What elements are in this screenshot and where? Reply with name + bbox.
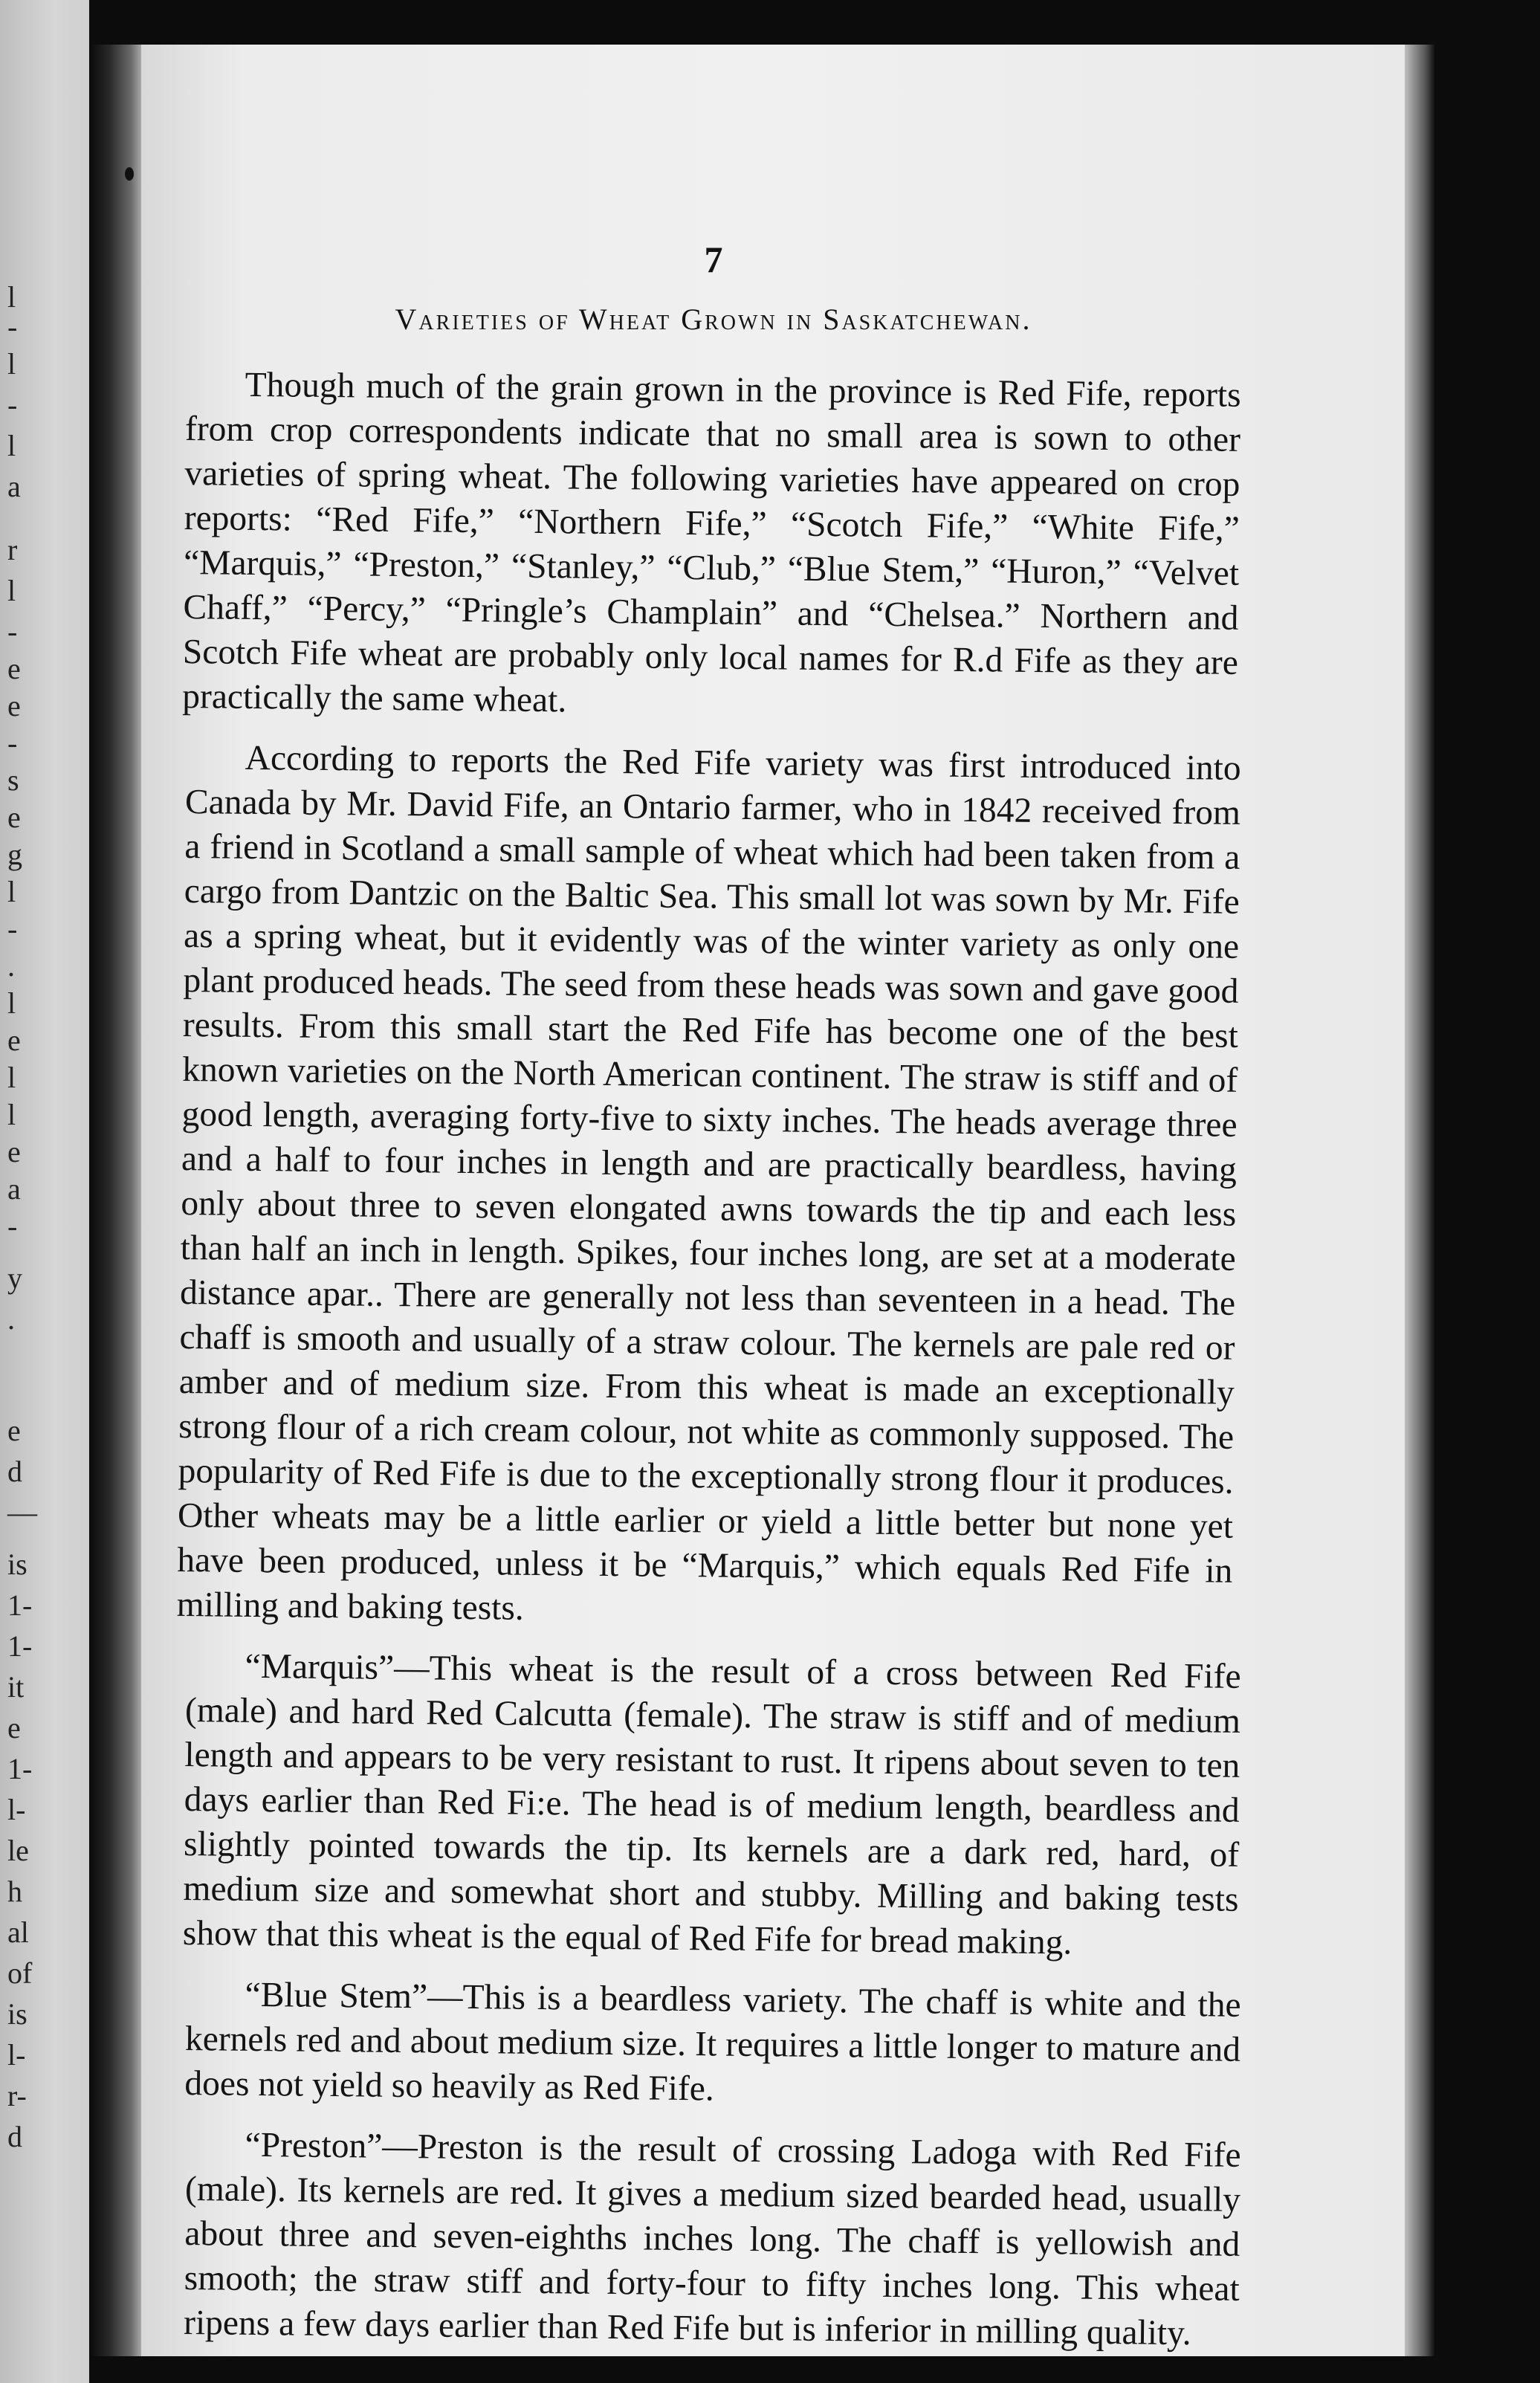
margin-fragment: 1-: [7, 1588, 33, 1622]
margin-fragment: g: [7, 838, 22, 871]
margin-fragment: l-: [7, 2038, 26, 2072]
margin-fragment: y: [7, 1261, 22, 1295]
margin-fragment: e: [7, 1024, 21, 1057]
paragraph-marquis: “Marquis”—This wheat is the result of a cross between Red Fife (male) and hard Red Calcutta (female). The straw is stiff and of medium length and appears to be very resistant to rust. It ripens about seven to ten days earlier than Red Fi:e. The head is of medium length, beardless and slightly pointed towards the tip. Its kernels are a dark red, hard, of medium size and somewhat short and stubby. Milling and baking tests show that this wheat is the equal of Red Fife for bread making.: [182, 1646, 1241, 1962]
margin-fragment: h: [7, 1875, 22, 1908]
margin-fragment: l: [7, 280, 16, 314]
section-title: Varieties of Wheat Grown in Saskatchewan.: [395, 303, 1032, 336]
margin-fragment: r-: [7, 2079, 27, 2112]
margin-fragment: l: [7, 986, 16, 1020]
page-content: [176, 238, 1241, 2361]
margin-fragment: -: [7, 1209, 18, 1243]
ink-speck: [125, 167, 134, 181]
margin-fragment: e: [7, 652, 21, 685]
margin-fragment: is: [7, 1548, 28, 1581]
margin-fragment: is: [7, 1997, 28, 2031]
margin-fragment: l: [7, 875, 16, 908]
margin-fragment: l: [7, 429, 16, 462]
margin-fragment: 1-: [7, 1629, 33, 1663]
margin-fragment: -: [7, 615, 18, 648]
margin-fragment: l: [7, 574, 16, 607]
margin-fragment: e: [7, 1711, 21, 1745]
margin-fragment: e: [7, 689, 21, 722]
margin-fragment: of: [7, 1956, 33, 1990]
margin-fragment: e: [7, 1414, 21, 1447]
margin-fragment: e: [7, 1135, 21, 1168]
page-edge-shadow: [1405, 45, 1434, 2356]
margin-fragment: 1-: [7, 1752, 33, 1785]
margin-fragment: l: [7, 1098, 16, 1131]
margin-fragment: .: [7, 949, 15, 983]
margin-fragment: —: [7, 1496, 37, 1529]
margin-fragment: e: [7, 801, 21, 834]
margin-fragment: d: [7, 2120, 22, 2153]
margin-fragment: le: [7, 1834, 29, 1867]
margin-fragment: -: [7, 310, 18, 343]
paragraph-blue-stem: “Blue Stem”—This is a beardless variety. The chaff is white and the kernels red and about medium size. It requires a little longer to mature and does not yield so heavily as Red Fife.: [184, 1975, 1241, 2109]
margin-fragment: -: [7, 726, 18, 760]
margin-fragment: a: [7, 470, 21, 503]
margin-fragment: r: [7, 533, 18, 566]
margin-fragment: -: [7, 388, 18, 421]
page-number: 7: [704, 239, 723, 280]
margin-fragment: it: [7, 1670, 25, 1704]
paragraph-red-fife-history: According to reports the Red Fife variety was first introduced into Canada by Mr. David Fife, an Ontario farmer, who in 1842 received from a friend in Scotland a small sample of wheat which had been taken from a cargo from Dantzic on the Baltic Sea. This small lot was sown by Mr. Fife as a spring wheat, but it evidently was of the winter variety as only one plant produced heads. The seed from these heads was sown and gave good results. From this small start the Red Fife has become one of the best known varieties on the North American continent. The straw is stiff and of good length, averaging forty-five to sixty inches. The heads average three and a half to four inches in length and are practically beardless, having only about three to seven elongated awns towards the tip and each less than half an inch in length. Spikes, four inches long, are set at a moderate distance apar.. There are generally not less than seventeen in a head. The chaff is smooth and usually of a straw colour. The kernels are pale red or amber and of medium size. From this wheat is made an exceptionally strong flour of a rich cream colour, not white as commonly supposed. The popularity of Red Fife is due to the exceptionally strong flour it produces. Other wheats may be a little earlier or yield a little better but none yet have been produced, unless it be “Marquis,” which equals Red Fife in milling and baking tests.: [176, 738, 1241, 1628]
margin-fragment: -: [7, 912, 18, 945]
margin-fragment: al: [7, 1915, 29, 1949]
margin-fragment: .: [7, 1302, 15, 1336]
margin-fragment: a: [7, 1172, 21, 1206]
margin-fragment: l-: [7, 1793, 26, 1826]
margin-fragment: s: [7, 763, 19, 797]
paragraph-preston: “Preston”—Preston is the result of crossing Ladoga with Red Fife (male). Its kernels are red. It gives a medium sized bearded head, usually about three and seven-eighths inches long. The chaff is yellowish and smooth; the straw stiff and forty-four to fifty inches long. This wheat ripens a few days earlier than Red Fife but is inferior in milling quality.: [183, 2125, 1241, 2353]
paragraph-intro: Though much of the grain grown in the province is Red Fife, reports from crop correspondents indicate that no small area is sown to other varieties of spring wheat. The following varieties have appeared on crop reports: “Red Fife,” “Northern Fife,” “Scotch Fife,” “White Fife,” “Marquis,” “Preston,” “Stanley,” “Club,” “Blue Stem,” “Huron,” “Velvet Chaff,” “Percy,” “Pringle’s Champlain” and “Chelsea.” Northern and Scotch Fife wheat are probably only local names for R.d Fife as they are practically the same wheat.: [182, 365, 1241, 720]
margin-fragment: d: [7, 1455, 22, 1488]
margin-fragment: l: [7, 347, 16, 381]
book-gutter: [89, 45, 141, 2356]
margin-fragment: l: [7, 1061, 16, 1094]
previous-page-margin: [0, 0, 89, 2383]
